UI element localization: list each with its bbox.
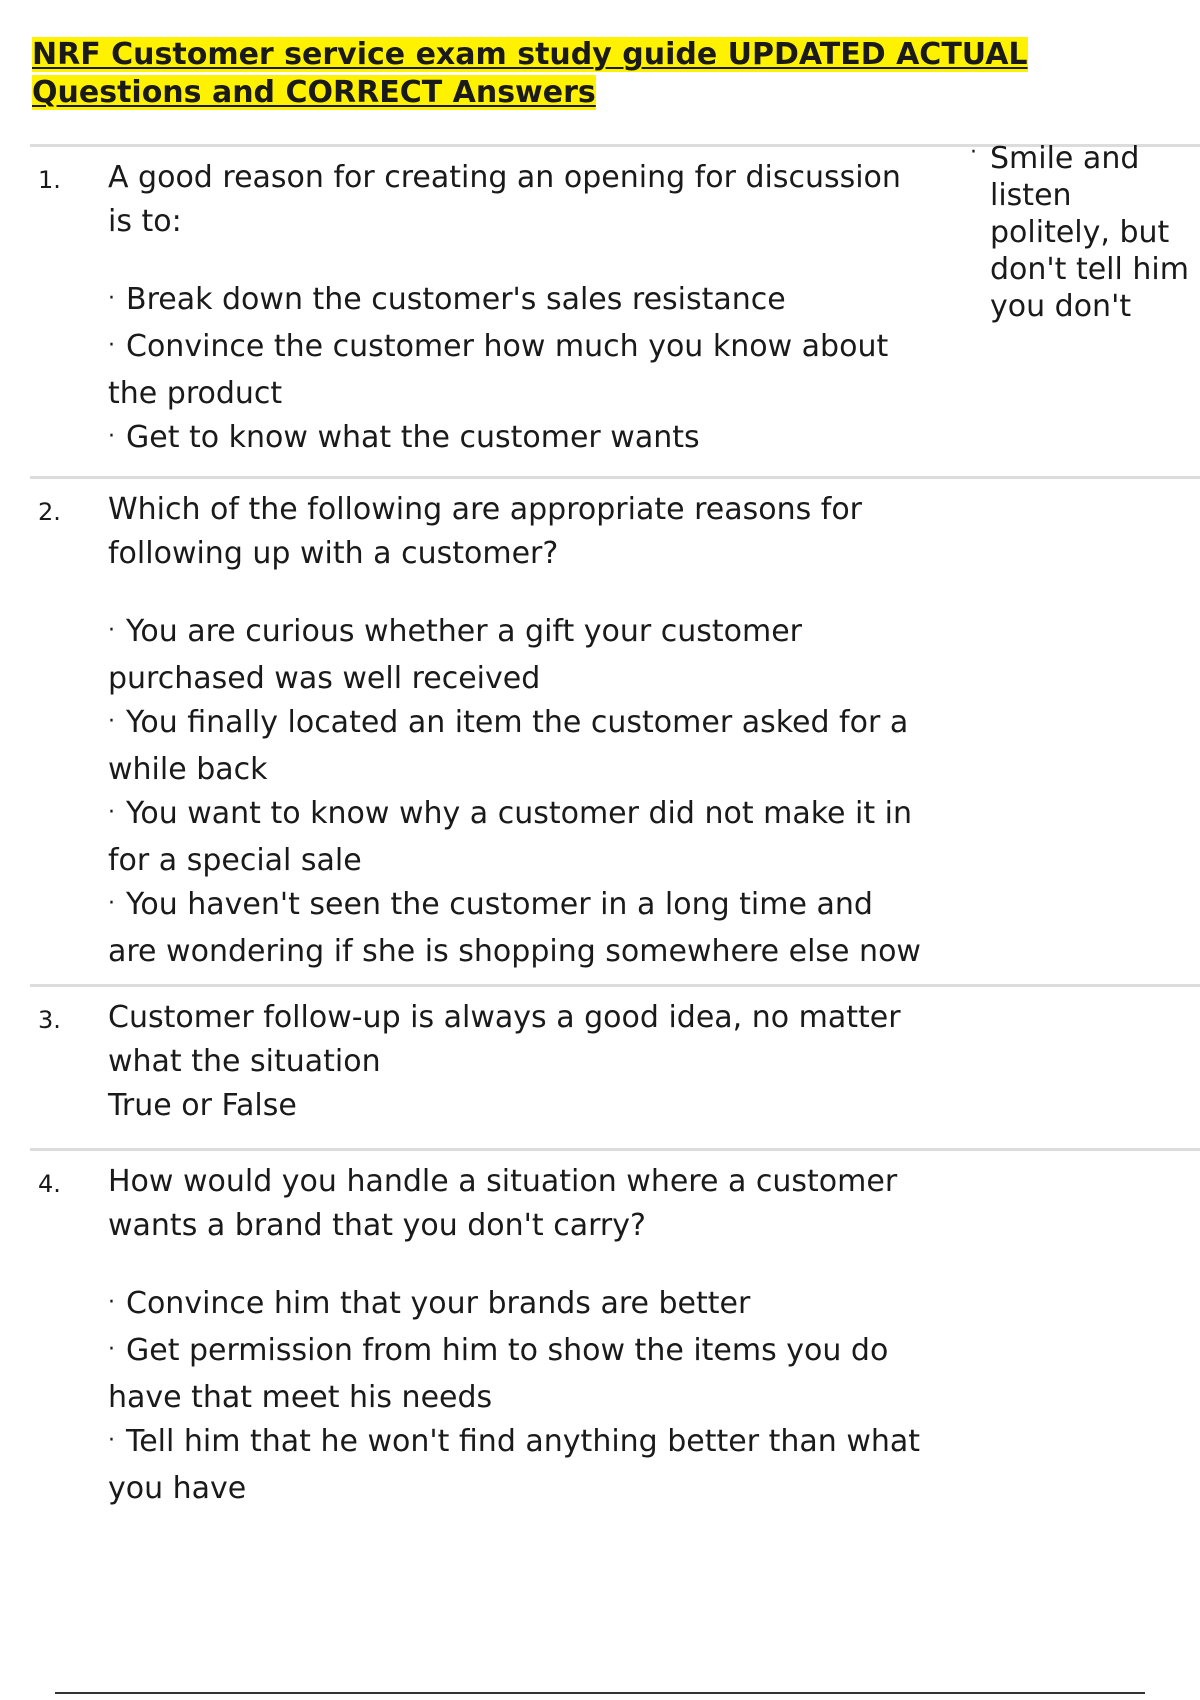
answer-option: · Get permission from him to show the items you do have that meet his needs <box>108 1329 928 1420</box>
document-title-text: NRF Customer service exam study guide UPDATED ACTUAL Questions and CORRECT Answers <box>32 37 1028 110</box>
answer-option: · Convince the customer how much you know about the product <box>108 325 928 416</box>
document-title <box>32 36 1152 112</box>
answer-text-body: Smile and listen politely, but don't tell him you don't <box>990 141 1189 324</box>
question-subprompt: True or False <box>108 1088 297 1123</box>
bullet: · <box>108 1428 115 1453</box>
question-number: 3. <box>38 1006 61 1034</box>
question-number: 2. <box>38 498 61 526</box>
question-prompt: Customer follow-up is always a good idea, no matter what the situation <box>108 1000 901 1079</box>
answer-option: · Tell him that he won't find anything better than what you have <box>108 1420 928 1511</box>
answer-option: · You want to know why a customer did not make it in for a special sale <box>108 792 928 883</box>
answer-option: · You finally located an item the customer asked for a while back <box>108 701 928 792</box>
bullet: · <box>108 891 115 916</box>
question-3 <box>108 996 928 1128</box>
bullet: · <box>108 1337 115 1362</box>
answer-bullet: · <box>970 140 977 165</box>
answer-option: · You haven't seen the customer in a long time and are wondering if she is shopping somewhere else now <box>108 883 928 974</box>
bullet: · <box>108 618 115 643</box>
answer-option: · Get to know what the customer wants <box>108 416 928 463</box>
bullet: · <box>108 709 115 734</box>
question-number: 1. <box>38 166 61 194</box>
row-divider <box>30 1148 1200 1151</box>
question-1 <box>108 156 928 463</box>
bullet: · <box>108 286 115 311</box>
question-prompt: Which of the following are appropriate reasons for following up with a customer? <box>108 492 863 571</box>
question-prompt: How would you handle a situation where a customer wants a brand that you don't carry? <box>108 1164 898 1243</box>
question-2 <box>108 488 928 974</box>
answer-option: · You are curious whether a gift your customer purchased was well received <box>108 610 928 701</box>
bullet: · <box>108 333 115 358</box>
bullet: · <box>108 800 115 825</box>
answer-text <box>990 140 1200 370</box>
row-divider <box>30 476 1200 479</box>
row-divider <box>30 984 1200 987</box>
question-number: 4. <box>38 1170 61 1198</box>
answer-option: · Convince him that your brands are better <box>108 1282 928 1329</box>
answer-option: · Break down the customer's sales resistance <box>108 278 928 325</box>
page-bottom-rule <box>55 1692 1145 1694</box>
question-prompt: A good reason for creating an opening for discussion is to: <box>108 160 901 239</box>
question-4 <box>108 1160 928 1511</box>
bullet: · <box>108 1290 115 1315</box>
bullet: · <box>108 424 115 449</box>
